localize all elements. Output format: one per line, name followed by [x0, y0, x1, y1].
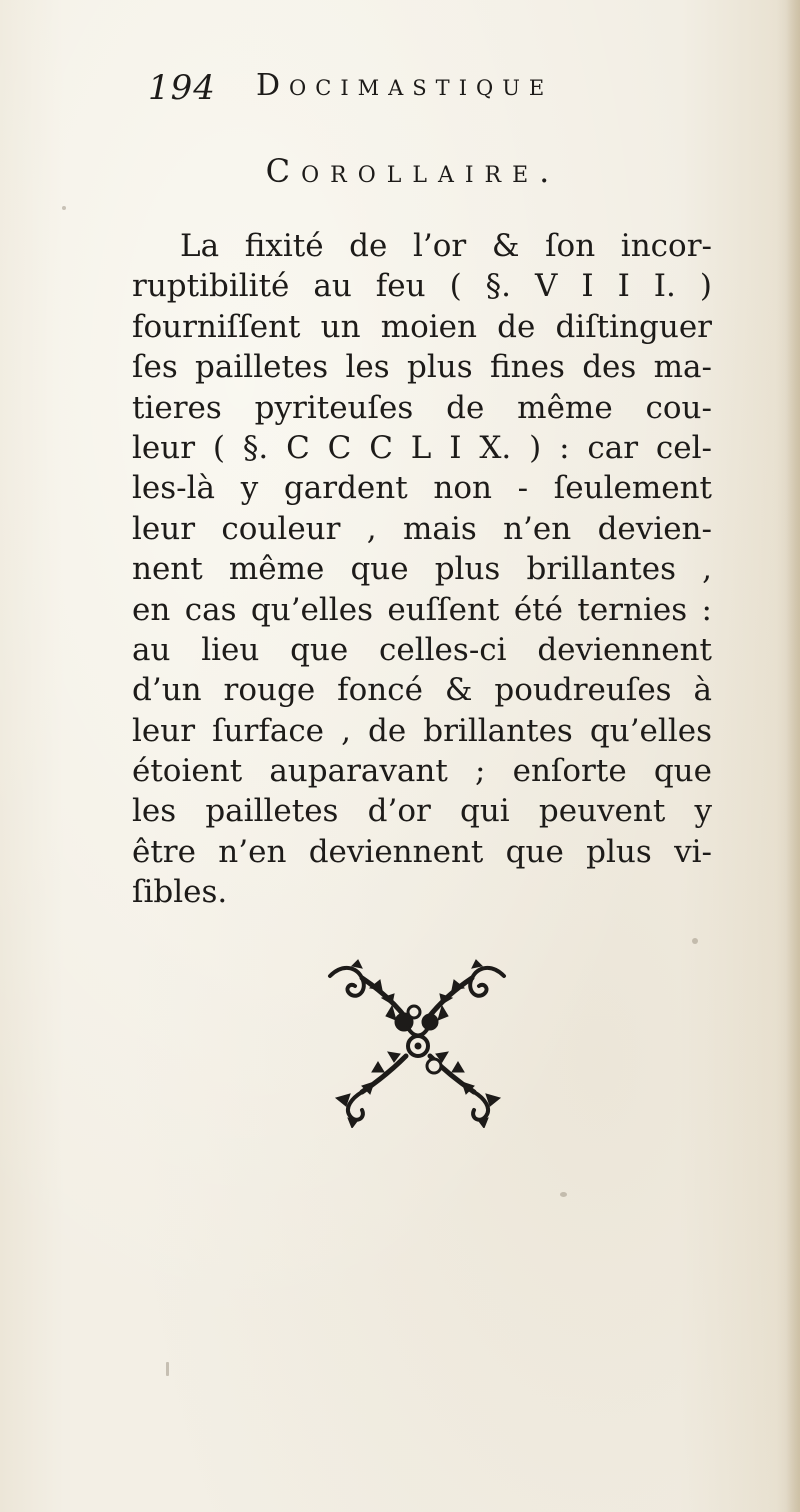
text-line: en cas qu’elles euſſent été ternies : — [132, 591, 712, 628]
text-line: leur couleur , mais n’en devien- — [132, 510, 712, 547]
text-line: nent même que plus brillantes , — [132, 551, 712, 588]
text-line: d’un rouge foncé & poudreuſes à — [132, 672, 712, 709]
body-paragraph — [132, 226, 712, 913]
text-line: leur ſurface , de brillantes qu’elles — [132, 712, 712, 749]
text-line: ſibles. — [132, 874, 228, 911]
paper-speck — [560, 1192, 567, 1197]
text-line: ſes pailletes les plus fines des ma- — [132, 349, 712, 386]
text-line: au lieu que celles-ci deviennent — [132, 631, 712, 668]
running-title: Docimastique — [256, 68, 554, 103]
text-line: leur ( §. C C C L I X. ) : car cel- — [132, 429, 712, 466]
text-line: les pailletes d’or qui peuvent y — [132, 793, 712, 830]
text-line: être n’en deviennent que plus vi- — [132, 833, 712, 870]
paper-speck — [62, 206, 66, 210]
paper-speck — [692, 938, 698, 944]
printers-fleuron-ornament-icon — [322, 958, 512, 1128]
text-line: tieres pyriteuſes de même cou- — [132, 389, 712, 426]
page-edge-shadow — [786, 0, 800, 1512]
running-head — [148, 68, 648, 118]
text-line: ruptibilité au feu ( §. V I I I. ) — [132, 268, 712, 305]
paper-speck — [166, 1362, 169, 1376]
text-line: La fixité de l’or & ſon incor- — [180, 228, 712, 264]
page-number: 194 — [148, 68, 216, 108]
text-line: étoient auparavant ; enſorte que — [132, 753, 712, 790]
section-heading: Corollaire. — [265, 152, 561, 190]
text-line: les-là y gardent non - ſeulement — [132, 470, 712, 507]
text-line: fourniſſent un moien de diſtinguer — [132, 308, 712, 345]
